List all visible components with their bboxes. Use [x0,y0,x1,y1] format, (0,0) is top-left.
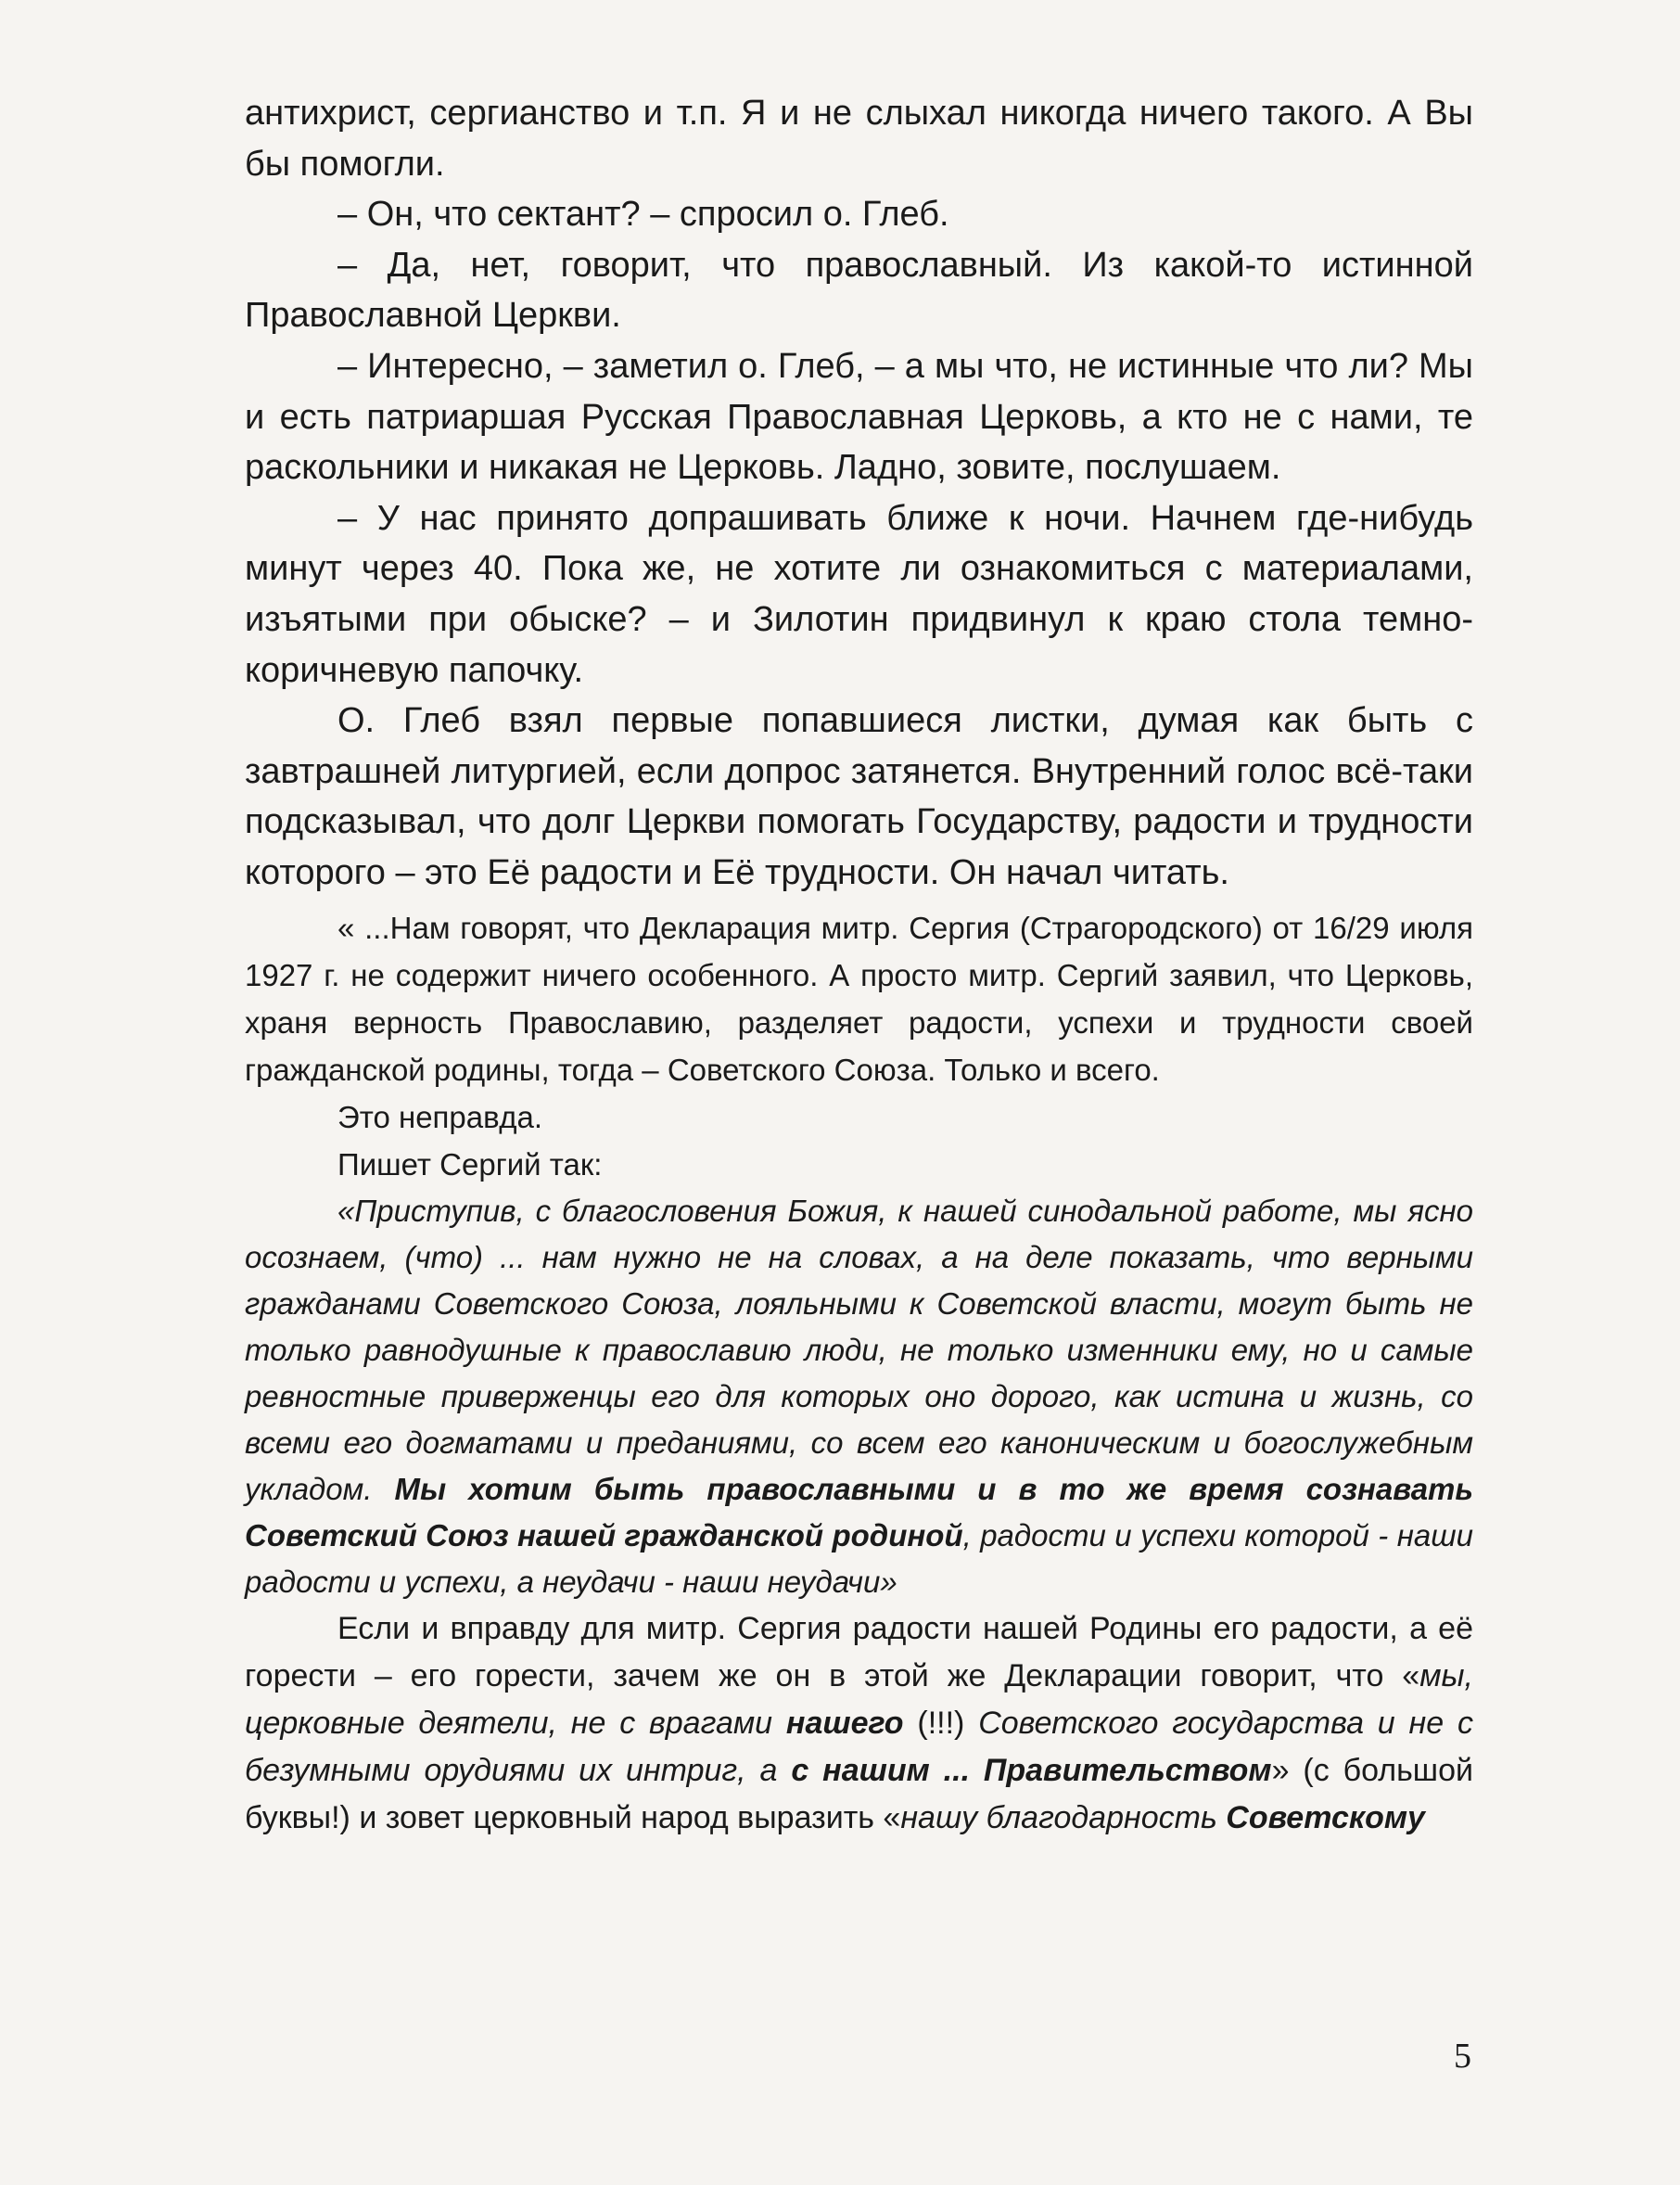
page-number: 5 [1454,2037,1471,2076]
text-run: Если и вправду для митр. Сергия радости нашей Родины его радости, а её горести – его горести, зачем же он в этой же Декларации говорит, что « [245,1610,1473,1693]
quote-text: «Приступив, с благословения Божия, к нашей синодальной работе, мы ясно осознаем, (что) ... нам нужно не на словах, а на деле показать, что верными гражданами Советского Союза, лояльными к Советской власти, могут быть не только равнодушные к православию люди, не только изменники ему, но и самые ревностные приверженцы его для которых оно дорого, как истина и жизнь, со всеми его догматами и преданиями, со всем его каноническим и богослужебным укладом. [245,1193,1473,1506]
paragraph: – Да, нет, говорит, что православный. Из какой-то истинной Православной Церкви. [245,245,1473,336]
paragraph: антихрист, сергианство и т.п. Я и не слыхал никогда ничего такого. А Вы бы помогли. [245,94,1473,184]
paragraph: – Интересно, – заметил о. Глеб, – а мы что, не истинные что ли? Мы и есть патриаршая Русская Православная Церковь, а кто не с нами, те раскольники и никакая не Церковь. Ладно, зовите, послушаем. [245,346,1473,488]
bold-italic-run: с нашим ... Правительством [791,1752,1272,1788]
declaration-quote [245,1188,1473,1605]
text-run: (!!!) [903,1705,979,1741]
paragraph: – У нас принято допрашивать ближе к ночи. Начнем где-нибудь минут через 40. Пока же, не хотите ли ознакомиться с материалами, изъятыми при обыске? – и Зилотин придвинул к краю стола темно-коричневую папочку. [245,498,1473,690]
bold-italic-run: Советскому [1226,1799,1425,1835]
bold-italic-run: нашего [785,1705,904,1741]
paragraph [245,1605,1473,1842]
document-section [245,904,1473,1188]
commentary-section [245,1605,1473,1842]
italic-run: Советского государства и не с безумными орудиями их интриг, а [245,1705,1473,1788]
dialogue-section [245,88,1473,899]
page-text [245,88,1473,1842]
italic-run: мы, церковные деятели, не с врагами [245,1657,1473,1741]
paragraph: Это неправда. [337,1099,543,1134]
paragraph: О. Глеб взял первые попавшиеся листки, думая как быть с завтрашней литургией, если допрос затянется. Внутренний голос всё-таки подсказывал, что долг Церкви помогать Государству, радости и трудности которого – это Её радости и Её трудности. Он начал читать. [245,701,1473,892]
text-run: » (с большой буквы!) и зовет церковный народ выразить « [245,1752,1473,1835]
quote-bold-text: Мы хотим быть православными и в то же время сознавать Советский Союз нашей гражданской родиной [245,1471,1473,1552]
quote-paragraph [245,1188,1473,1605]
paragraph: Пишет Сергий так: [337,1146,603,1182]
quote-text-end: , радости и успехи которой - наши радости и успехи, а неудачи - наши неудачи» [245,1517,1473,1599]
paragraph: « ...Нам говорят, что Декларация митр. Сергия (Страгородского) от 16/29 июля 1927 г. не содержит ничего особенного. А просто митр. Сергий заявил, что Церковь, храня верность Православию, разделяет радости, успехи и трудности своей гражданской родины, тогда – Советского Союза. Только и всего. [245,910,1473,1087]
paragraph: – Он, что сектант? – спросил о. Глеб. [337,195,949,235]
italic-run: нашу благодарность [900,1799,1227,1835]
